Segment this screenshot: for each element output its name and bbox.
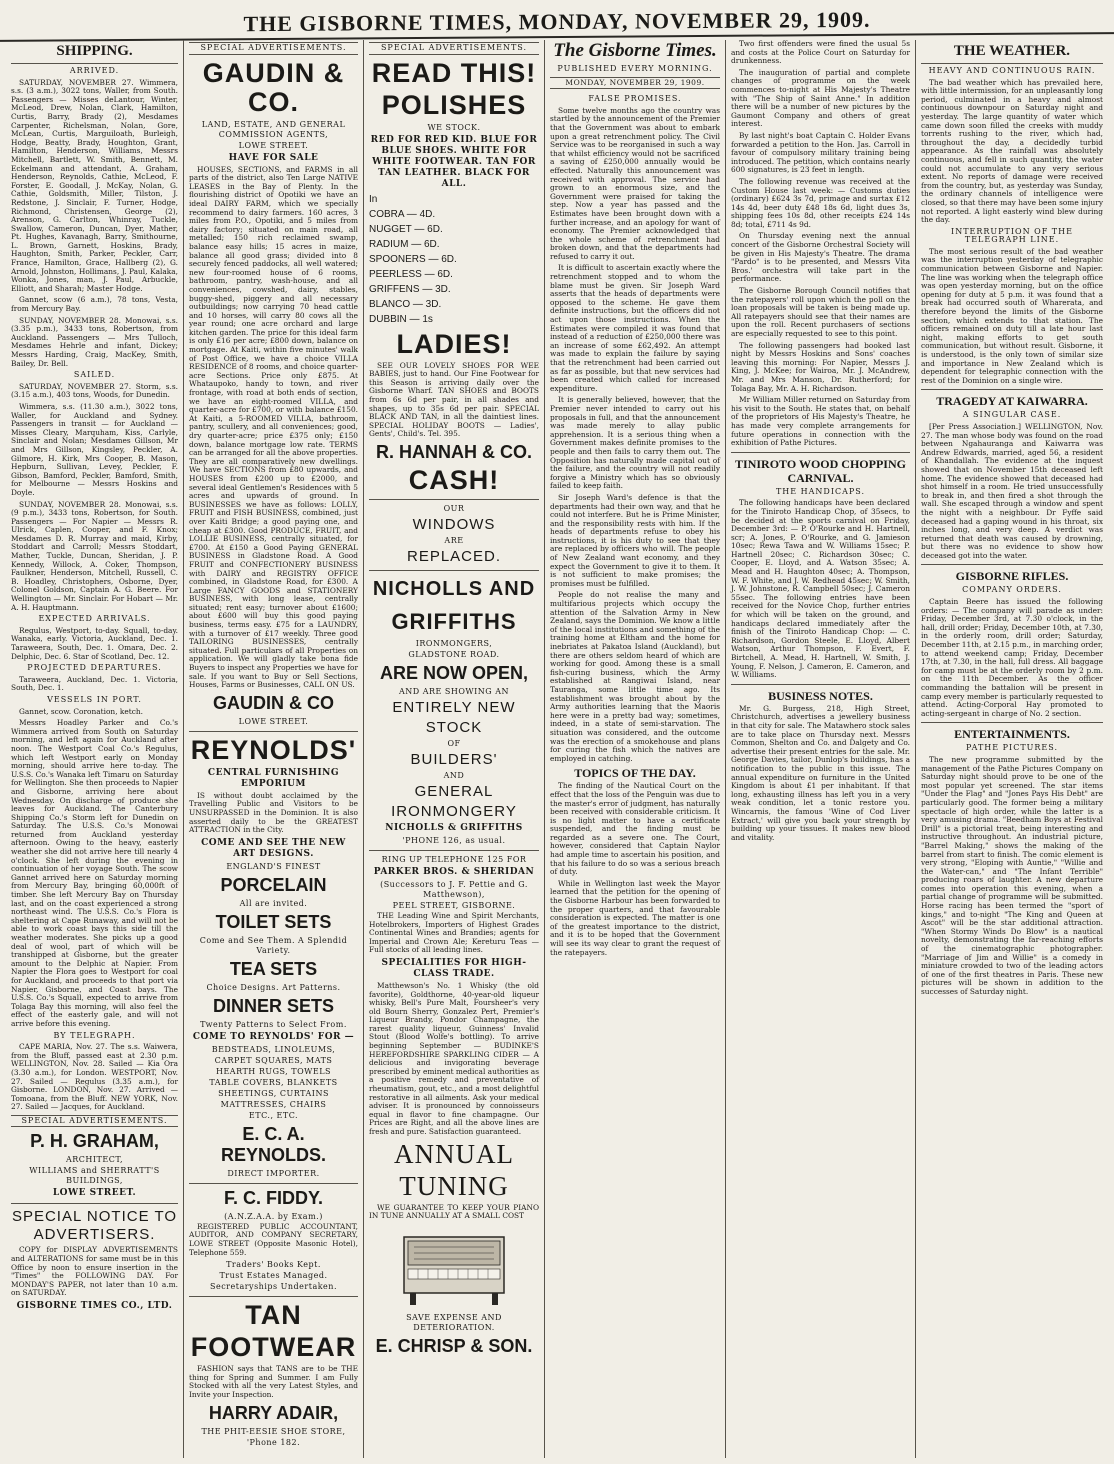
telegraph-title: BY TELEGRAPH. [53, 1030, 136, 1040]
toilet-sub: Come and See Them. A Splendid Variety. [199, 935, 348, 955]
polish-list-item: SPOONERS — 6D. [369, 253, 457, 265]
divider [921, 564, 1103, 565]
polishes-heading: POLISHES [381, 89, 527, 120]
reynolds-goods-4: TABLE COVERS, BLANKETS [209, 1077, 338, 1087]
projected-text: Taraweera, Auckland, Dec. 1. Victoria, South, Dec. 1. [11, 674, 178, 693]
fiddy-extra-2: Trust Estates Managed. [219, 1271, 328, 1281]
divider [921, 722, 1103, 723]
ladies-text: SEE OUR LOVELY SHOES FOR WEE BABIES, just to hand. Our Fine Footwear for this Season is arriving daily over the Gisborne Wharf. TAN SHOES and BOOTS from 6s 6d per pair, in all shades and shapes, up to 35s 6d per pair. SPECIAL BLACK AND TAN, in all the daintiest lines. SPECIAL HOLIDAY BOOTS — Ladies', Gents', Child's. Tel. 395. [369, 360, 539, 439]
expected-text: Regulus, Westport, to-day. Squall, to-day. Wanaka, early. Victoria, Auckland, Dec. 1. Taraweera, South, Dec. 1. Omara, Dec. 2. Delphic, Dec. 6. Star of Scotland, Dec. 12. [11, 625, 178, 661]
reynolds-text: IS without doubt acclaimed by the Travelling Public and Visitors to be UNSURPASSED in the Dominion. It is also asserted daily to be the GREATEST ATTRACTION in the City. [189, 790, 358, 835]
reynolds-come-to: COME TO REYNOLDS' FOR — [192, 1031, 355, 1042]
editorial-paragraph: It is generally believed, however, that the Premier never intended to carry out his proposals in full, and that the announcement was made merely to allay public apprehension. It is a serious thing when a Government makes definite promises to the people and then fails to carry them out. The Opposition has naturally made capital out of the failure, and the country will not readily forgive a Ministry which has so obviously failed to keep faith. [550, 395, 720, 491]
divider [731, 684, 910, 685]
windows-line-1: OUR [443, 503, 465, 513]
divider [369, 850, 539, 851]
divider [189, 1183, 358, 1184]
windows-line-3: ARE [444, 535, 464, 545]
in-port-title: VESSELS IN PORT. [47, 694, 142, 704]
arrived-text-3: SUNDAY, NOVEMBER 28. Monowai, s.s. (3.35 p.m.), 3433 tons, Robertson, from Auckland. Passengers — Mrs Tulloch, Mesdames Hehrle and infant, Dickey; Messrs Harding, Craig, MacKey, Smith, Bailey, Dr. Bell. [11, 315, 178, 368]
polish-list-item: BLANCO — 3D. [369, 298, 442, 310]
business-heading: BUSINESS NOTES. [768, 688, 873, 703]
divider [921, 389, 1103, 390]
nicholls-line-6: AND ARE SHOWING AN [398, 686, 510, 696]
editorial-date: MONDAY, NOVEMBER 29, 1909. [550, 77, 720, 90]
nicholls-line-3: IRONMONGERS, [415, 638, 493, 648]
polish-list-item: NUGGET — 6D. [369, 223, 443, 235]
piano-caption: SAVE EXPENSE AND DETERIORATION. [406, 1312, 502, 1332]
nicholls-line-14: NICHOLLS & GRIFFITHS [385, 822, 523, 833]
reynolds-goods-3: HEARTH RUGS, TOWELS [215, 1066, 332, 1076]
rifles-text: Captain Beere has issued the following orders: — The company will parade as under: Friday, December 3rd, at 7.30 o'clock, in the hall, drill order; Friday, December 10th, at 7.30, in the orderly room, drill order; Saturday, December 11th, at 2.15 p.m., in marching order, to attend weekend camp; Friday, December 17th, at 7.30, in the hall, full dress. All baggage for camp must be at the orderly room by 2 p.m. on the 11th December. As the officer commanding the battalion will be present in camp every member is particularly requested to attend. Acting-Corporal Hay promoted to acting-sergeant in charge of No. 2 section. [921, 597, 1103, 718]
entertainments-heading: ENTERTAINMENTS. [954, 727, 1070, 742]
sailed-text-2: Wimmera, s.s. (11.30 a.m.), 3022 tons, Waller, for Auckland and Sydney. Passengers in transit — for Auckland — Misses Cleary, Marquham, Kiss, Carlyle, Sinclair and Nolan; Mesdames Gillson, Mr and Mrs Gillson, Kingsley, Peckler, A. Gilmore, H. Kirk, Mrs Cooper, B. Mason, Hepburn, Sullivan, Levey, Peckler, F. Gibson, Bamford, Peckler, Bamford, Smith, for Melbourne — Messrs Hoskins and Doyle. [11, 401, 178, 497]
nicholls-line-10: BUILDERS' [410, 750, 498, 768]
polish-list-item: In [369, 193, 378, 205]
gaudin-name-footer: GAUDIN & CO [213, 692, 334, 713]
eca-reynolds-role: DIRECT IMPORTER. [227, 1168, 320, 1178]
column-ads-3 [364, 40, 545, 1458]
tiniroto-text: The following handicaps have been declared for the Tiniroto Handicap Chop, of 35secs, to be decided at the sports carnival on Friday, December 3rd: — P. O'Rourke and H. Hartnell, scr; A. Jones, P. O'Rourke, and G. Jamieson 10sec; Rewa Tawa and W. Williams 15sec; P. Hartnell 20sec; C. Richardson 30sec; C. Cooper, E. Lloyd, and A. Watson 35sec; A. Mead and H. Haughton 40sec; A. Thompson, W. F. White, and J. W. Redhead 45sec; W. Smith, J. W. Johnstone, R. Campbell 50sec; J. Cameron 55sec. The following entries have been received for the Novice Chop, further entries for which will be taken on the ground, and handicaps declared immediately after the finish of the Tiniroto Handicap Chop: — C. Richardson, Gordon Steele, E. Lloyd, Albert Watson, Arthur Thompson, F. Evert, F. Birtchell, A. Mead, H. Hartnell, W. Smith, J. Young, F. Nelson, J. Cameron, E. Cameron, and W. Williams. [731, 498, 910, 680]
reynolds-subtitle: CENTRAL FURNISHING EMPORIUM [207, 767, 340, 789]
divider [11, 1203, 178, 1204]
topics-paragraph: While in Wellington last week the Mayor learned that the petition for the opening of the Gisborne Harbour has been forwarded to the proper quarters, and that favourable consideration is expected. The matter is one of the greatest importance to the district, and it is to be hoped that the Government will see its way clear to grant the request of the ratepayers. [550, 878, 720, 957]
polish-list-item: COBRA — 4D. [369, 208, 436, 220]
gaudin-text: HOUSES, SECTIONS, and FARMS in all parts of the district, also Ten Large NATIVE LEASES in the Bay of Plenty. In the flourishing district of Opotiki we have an ideal DAIRY FARM, which we specially recommend to dairy farmers. 160 acres, 3 miles from P.O., Opotiki, and 5 miles from dairy factory; situated on main road, all metalled; 150 rich reclaimed swamp, balance easy hills; 15 acres in maize, balance all good grass; divided into 8 securely fenced paddocks, all well watered; new four-roomed house of 6 rooms, bathroom, pantry, wash-house, and all conveniences, cowshed, dairy, stables, buggy-shed, piggery and all necessary outbuildings; now carrying 70 head cattle and 10 horses, will carry 80 cows all the year round; one acre orchard and large kitchen garden. The price for this ideal farm is only £16 per acre; £800 down, balance on mortgage. At Kaiti, within five minutes' walk of Post Office, we have a choice VILLA RESIDENCE of 8 rooms, and choice quarter-acre Sections. Price only £875. At Whataupoko, handy to town, and river frontage, with road at both ends of section, we have an eight-roomed VILLA, and quarter-acre for £700, or with balance £150. At Kaiti, a 5-ROOMED VILLA, bathroom, pantry, scullery, and all conveniences; good, dry quarter-acre; price £375 only; £150 down, balance mortgage low rate. TERMS can be arranged for all the above properties. They are all comparatively new dwellings. We have SECTIONS from £80 upwards, and HOUSES from £200 up to £2000, and several ideal Gentlemen's Residences with 5 acres and upwards of ground. In BUSINESSES we have as follows: LOLLY, FRUIT and FISH BUSINESS, combined, just over Kaiti Bridge; a good paying one, and cheap at £300. Good PRODUCE, FRUIT, and LOLLIE BUSINESS, centrally situated, for £700. At £150 a Good Paying GENERAL BUSINESS in Gladstone Road. A Good FRUIT and CONFECTIONERY BUSINESS with DAIRY and REGISTRY OFFICE combined, in Gladstone Road, for £300. A Large FANCY GOODS and STATIONERY BUSINESS, with long lease, centrally situated; rent easy; turnover about £1600; about £600 will buy this good paying business, terms easy. £75 for a LAUNDRY, with a turnover of £17 weekly. Three good TAILORING BUSINESSES, centrally situated. Full particulars of all Properties on application. We will gladly take bona fide Buyers to inspect any Properties we have for sale. If you want to Buy or Sell Sections, Houses, Farms or Businesses, CALL ON US. [189, 164, 358, 690]
sailed-text-1: SATURDAY, NOVEMBER 27. Storm, s.s. (3.15 a.m.), 403 tons, Woods, for Dunedin. [11, 381, 178, 400]
polish-lines: RED FOR RED KID. BLUE FOR BLUE SHOES. WHITE FOR WHITE FOOTWEAR. TAN FOR TAN LEATHER. BLACK FOR ALL. [370, 134, 538, 189]
parker-text: THE Leading Wine and Spirit Merchants, Hotelbrokers, Importers of Highest Grades Continental Wines and Brandies; agents for Imperial and Crown Ale; Kereturu Teas — Full stocks of all leading lines. [369, 910, 539, 955]
parker-address: PEEL STREET, GISBORNE. [392, 900, 516, 910]
notice-text: COPY for DISPLAY ADVERTISEMENTS and ALTERATIONS for same must be in this Office by noon to ensure insertion in the "Times" the FOLLOWING DAY. For MONDAY'S PAPER, not later than 10 a.m. on SATURDAY. [11, 1245, 178, 1298]
fiddy-extra-3: Secretaryships Undertaken. [209, 1282, 337, 1292]
graham-address-1: WILLIAMS and SHERRATT'S BUILDINGS, [29, 1166, 160, 1186]
fiddy-qualification: (A.N.Z.A.A. by Exam.) [224, 1211, 323, 1221]
kaiwarra-text: [Per Press Association.] WELLINGTON, Nov. 27. The man whose body was found on the road between Ngahauranga and Kaiwarra was Andrew Edwards, married, aged 56, a resident of Khandallah. The evidence at the inquest showed that on November 15th deceased left home. The evidence showed that deceased had shot himself in a room. He tried unsuccessfully to break in, and then fired a shot through the wall. She escaped through a window and spent the night with a neighbour. Dr Fyffe said deceased had a gaping wound in his throat, six inches long, and very deep. A verdict was returned that death was caused by drowning, but there was no evidence to show how deceased got into the water. [921, 421, 1103, 560]
polish-list-item: GRIFFENS — 3D. [369, 283, 451, 295]
entertainments-subheading: PATHE PICTURES. [965, 743, 1059, 753]
we-stock: WE STOCK. [427, 122, 481, 132]
column-editorial [545, 40, 726, 1458]
harry-adair-sub: THE PHIT-EESIE SHOE STORE, [201, 1426, 346, 1436]
weather-subheading: HEAVY AND CONTINUOUS RAIN. [928, 66, 1096, 75]
nicholls-line-7: ENTIRELY NEW [392, 698, 516, 716]
business-text: Mr. G. Burgess, 218, High Street, Christchurch, advertises a jewellery business in that city for sale. The Matawhero stock sales are to take place on Thursday next. Messrs Common, Shelton and Co. and Dalgety and Co. advertise their present entries for the sale. Mr. George Davies, tailor, Dunlop's buildings, has a notification to the public in this issue. The annual expenditure on furniture in the United Kingdom is about £1 per inhabitant. If that long, exhausting illness has left you in a very weak condition, let a tonic restore you. Wincarnis, the famous 'Wine of Cod Liver Extract,' will give you back your strength by building up your tissues. It makes new blood and vitality. [731, 703, 910, 842]
interruption-heading: INTERRUPTION OF THE TELEGRAPH LINE. [951, 226, 1073, 245]
parker-specialities: SPECIALITIES FOR HIGH-CLASS TRADE. [381, 957, 527, 979]
special-ads-header: SPECIAL ADVERTISEMENTS. [189, 42, 358, 55]
divider [731, 452, 910, 453]
reynolds-goods-2: CARPET SQUARES, MATS [214, 1055, 333, 1065]
interruption-text: The most serious result of the bad weather was the interruption yesterday of telegraphic communication between Gisborne and Napier. The line was working when the telegraph office was open yesterday morning, but on the office opening for duty at 5 p.m. it was found that a break had occurred south of Wharerata, and therefore beyond the limits of the Gisborne section, which extends to that station. The officers remained on duty till a late hour last night, making efforts to get south communication, but without result. Gisborne, it is understood, is the only town of similar size and importance in New Zealand which is dependent for telegraphic connection with the rest of the Dominion on a single wire. [921, 246, 1103, 385]
tea-sub: Choice Designs. Art Patterns. [206, 982, 341, 992]
published-line: PUBLISHED EVERY MORNING. [557, 64, 713, 73]
rifles-heading: GISBORNE RIFLES. [955, 569, 1069, 584]
in-port-text: Gannet, scow. Coronation, ketch. [19, 706, 143, 716]
harry-adair-phone: 'Phone 182. [246, 1437, 301, 1447]
reynolds-name: REYNOLDS' [190, 734, 357, 765]
shipping-notes: Messrs Hoadley Parker and Co.'s Wimmera arrived from South on Saturday morning, and left again for Auckland after noon. The Westport Coal Co.'s Regulus, which left Westport early on Monday morning, should arrive here to-day. The U.S.S. Co.'s Wanaka left Timaru on Saturday for Wellington. She then proceeds to Napier and Gisborne, arriving here about Wednesday. On discharge of produce she leaves for Auckland. The Canterbury Shipping Co.'s Storm left for Dunedin on Saturday. The U.S.S. Co.'s Monowai returned from Auckland yesterday afternoon. Owing to the heavy, easterly weather she did not arrive here till nearly 4 o'clock. She left during the evening in continuation of her voyage South. The scow Gannet arrived here on Saturday morning from Mercury Bay, bringing 60,000ft of timber. She left Mercury Bay on Thursday last, and on the coast experienced a strong northeast wind. The U.S.S. Co.'s Flora is sheltering at Cape Runaway, and will not be able to work coast bays this side till the weather moderates. She picks up a good deal of wool, part of which will be transhipped at Gisborne, but the greater amount to the Delphic at Napier. From Napier the Flora goes to Westport for coal for Auckland, and proceeds to that port via Napier, Gisborne, and Coast bays. The U.S.S. Co.'s Squall, expected to arrive from Tolaga Bay this morning, will also feel the effect of the easterly gale, and will not arrive before this evening. [11, 718, 178, 1028]
graham-address-2: LOWE STREET. [52, 1188, 137, 1199]
porcelain-heading: PORCELAIN [220, 874, 327, 895]
entertainments-text: The new programme submitted by the management of the Pathe Pictures Company on Saturday night should prove to be one of the most popular yet screened. The star items "Under the Flag" and "Jones Pays His Debt" are particularly good. The former being a military spectacle of high order, while the latter is a very amusing drama. "Beedham Boys at Festival Drill" is a pictorial treat, being interesting and instructive throughout. An industrial picture, "Barrel Making," shows the making of the barrel from start to finish. The comic element is very strong, "Eloping with Auntie," "Willie and the Water-can," and "The Infant Terrible" producing roars of laughter. A new departure comes into operation this evening, when a partial change of programme will be submitted. Horse racing has been termed the "sport of kings," and to-night "The King and Queen at Ascot" will be the star additional attraction. "When Stormy Winds Do Blow" is a nautical novelty, demonstrating the far-reaching efforts of the cinematographic photographer. "Marriage of Jim and Willie" is a comedy in miniature crowded to two of the leading actors of one of the first theatres in Paris. These new pictures will be shown in addition to the successes of Saturday night. [921, 754, 1103, 996]
nicholls-line-15: 'PHONE 126, as usual. [402, 835, 506, 845]
fiddy-extra-1: Traders' Books Kept. [226, 1260, 321, 1270]
hannah-name: R. HANNAH & CO. [376, 441, 532, 462]
nicholls-line-2: GRIFFITHS [391, 608, 517, 634]
divider [369, 499, 539, 500]
fiddy-name: F. C. FIDDY. [223, 1187, 323, 1208]
piano-illustration [394, 1227, 514, 1307]
special-ads-title: SPECIAL ADVERTISEMENTS. [11, 1115, 178, 1128]
column-news [726, 40, 916, 1458]
ladies-heading: LADIES! [396, 328, 512, 359]
weather-heading: THE WEATHER. [921, 43, 1103, 64]
editorial-heading: FALSE PROMISES. [588, 94, 682, 104]
rifles-subheading: COMPANY ORDERS. [962, 585, 1062, 595]
reynolds-finest: ENGLAND'S FINEST [226, 861, 321, 871]
windows-line-4: REPLACED. [406, 547, 502, 565]
polish-list [369, 192, 539, 327]
divider [189, 1296, 358, 1297]
column-gaudin-reynolds [184, 40, 364, 1458]
gaudin-subtitle: LAND, ESTATE, AND GENERAL COMMISSION AGENTS, [201, 119, 346, 139]
gaudin-address: LOWE STREET. [238, 140, 309, 150]
news-paragraph: The inauguration of partial and complete changes of programme on the week commences to-night at His Majesty's Theatre with "The Ship of Saint Anne." In addition there will be a number of new pictures by the Gaumont Company and others of great interest. [731, 67, 910, 129]
news-paragraph: By last night's boat Captain C. Holder Evans forwarded a petition to the Hon. Jas. Carroll in favour of compulsory military training being introduced. The petition, which contains nearly 600 signatures, is 23 feet in length. [731, 130, 910, 175]
news-paragraph: The following passengers had booked last night by Messrs Hoskins and Sons' coaches leaving this morning: For Napier, Messrs J. King, J. McKee; for Wairoa, Mr. J. McAndrew, Mr. and Mrs Manson, Dr. Rutherford; for Tolaga Bay, Mr. A. H. Richardson. [731, 340, 910, 393]
editorial-paragraph: People do not realise the many and multifarious projects which occupy the attention of the Salvation Army in New Zealand, says the Dominion. We know a little of the local institutions and something of the training home at Eltham and the home for inebriates at Pakatoa Island (Auckland), but there are others seldom heard of which are working for good. Among these is a small fish-curing business, which the Army established at Rangiwai Island, near Tauranga, some little time ago. Its establishment was brought about by the Army authorities learning that the Maoris here were in a pretty bad way; sometimes, indeed, in a state of semi-starvation. The situation was considered, and the outcome was the erection of a smokehouse and plans for curing the fish which the natives are employed in catching. [550, 590, 720, 763]
polish-list-item: RADIUM — 6D. [369, 238, 440, 250]
polish-list-item: PEERLESS — 6D. [369, 268, 453, 280]
reynolds-goods-6: MATTRESSES, CHAIRS [220, 1099, 327, 1109]
notice-title: SPECIAL NOTICE TO ADVERTISERS. [11, 1208, 178, 1244]
gaudin-address-footer: LOWE STREET. [238, 716, 309, 726]
toilet-heading: TOILET SETS [215, 911, 332, 932]
nicholls-line-12: GENERAL [414, 782, 494, 800]
harry-adair-name: HARRY ADAIR, [208, 1402, 339, 1423]
tuning-text: WE GUARANTEE TO KEEP YOUR PIANO IN TUNE ANNUALLY AT A SMALL COST [369, 1202, 539, 1221]
masthead: THE GISBORNE TIMES, MONDAY, NOVEMBER 29, 1909. [0, 0, 1114, 42]
chrisp-name: E. CHRISP & SON. [375, 1335, 533, 1356]
shipping-title: SHIPPING. [11, 43, 178, 64]
nicholls-line-1: NICHOLLS AND [372, 577, 536, 600]
weather-text: The bad weather which has prevailed here, with little intermission, for an unpleasantly long period, culminated in a heavy and almost continuous downpour on Saturday night and yesterday. The large quantity of water which came down soon filled the creeks with muddy torrents rushing to the river, which had, throughout the day, a decidedly turbid appearance. As the rainfall was absolutely continuous, and fell in such quantity, the water could not accumulate to any very serious extent. No reports of damage were received from the country, but, as yesterday was Sunday, the ordinary channels of intelligence were closed, so that there may have been some injury not reported. A light easterly wind blew during the day. [921, 77, 1103, 225]
divider [369, 570, 539, 571]
nicholls-line-11: AND [443, 770, 465, 780]
fiddy-text: REGISTERED PUBLIC ACCOUNTANT, AUDITOR, AND COMPANY SECRETARY, LOWE STREET (Opposite Masonic Hotel), Telephone 559. [189, 1221, 358, 1257]
telegraph-text: CAPE MARIA, Nov. 27. The s.s. Waiwera, from the Bluff, passed east at 2.30 p.m. WELLINGTON, Nov. 28. Sailed — Kia Ora (3.30 a.m.), for London. WESTPORT, Nov. 27. Sailed — Regulus (3.35 a.m.), for Gisborne. LONDON, Nov. 27. Arrived — Tomoana, from the Bluff. NEW YORK, Nov. 27. Sailed — Jacques, for Auckland. [11, 1042, 178, 1112]
paper-title: The Gisborne Times. [553, 40, 717, 61]
dinner-sub: Twenty Patterns to Select From. [200, 1019, 347, 1029]
news-paragraph: Two first offenders were fined the usual 5s and costs at the Police Court on Saturday for drunkenness. [731, 40, 910, 66]
columns [6, 40, 1108, 1458]
gaudin-name: GAUDIN & CO. [202, 57, 345, 117]
column-shipping [6, 40, 184, 1458]
tiniroto-heading: TINIROTO WOOD CHOPPING CARNIVAL. [735, 456, 906, 485]
arrived-title: ARRIVED. [69, 66, 120, 75]
topics-paragraph: The finding of the Nautical Court on the effect that the loss of the Penguin was due to the master's error of judgment, has naturally been received with considerable criticism. It is no light matter to have a certificate suspended, and the finding must be regarded as a severe one. The Court, however, considered that Captain Naylor had ample time to ascertain his position, and that his failure to do so was a serious breach of duty. [550, 781, 720, 877]
sailed-text-3: SUNDAY, NOVEMBER 28. Monowai, s.s. (9 p.m.), 3433 tons, Robertson, for South. Passengers — For Napier — Messrs R. Ulrick, Caplen, Cooper, and F. Knox; Mesdames D. R. Murray and maid, Kirby, Stoddart and Carroll; Messrs Stoddart, Mather, Tuckle, Duncan, Sheridan, J. P. Kennedy, Willock, A. Coker, Thompson, Faulkner, Henderson, Mitchell, Russell, C. B. Hoadley, Christophers, Osborne, Dyer, Colonel Goldson, Captain A. G. Beere. For Wellington — Mr. Sinclair. For Hobart — Mr. A. H. Hauptmann. [11, 499, 178, 612]
notice-footer: GISBORNE TIMES CO., LTD. [16, 1301, 173, 1312]
graham-role: ARCHITECT, [65, 1155, 124, 1165]
reynolds-goods-7: ETC., ETC. [248, 1110, 299, 1120]
kaiwarra-heading: TRAGEDY AT KAIWARRA. [936, 394, 1088, 409]
porcelain-sub: All are invited. [239, 898, 308, 908]
editorial-paragraph: It is difficult to ascertain exactly where the retrenchment stopped and to whom the blame must be given. Sir Joseph Ward asserts that the heads of departments were opposed to the scheme. He gave them definite instructions, but the officers did not act upon those instructions. When the Estimates were compiled it was found that instead of a reduction of £250,000 there was an increase of some £62,492. An attempt was made to explain the failure by saying that the retrenchment had been carried out as far as possible, but that new services had been created which called for increased expenditure. [550, 263, 720, 393]
nicholls-line-8: STOCK [425, 718, 483, 736]
tan-text: FASHION says that TANS are to be THE thing for Spring and Summer. I am Fully Stocked with all the very Latest Styles, and Invite your Inspection. [189, 1364, 358, 1399]
sailed-title: SAILED. [73, 370, 116, 380]
tan-heading: TAN [245, 1300, 302, 1331]
news-paragraph: On Thursday evening next the annual concert of the Gisborne Orchestral Society will be given in His Majesty's Theatre. The drama "Pardo" is to be presented, and Messrs Vita Bros.' orchestra will take part in the performance. [731, 231, 910, 284]
special-ads-header-3: SPECIAL ADVERTISEMENTS. [369, 42, 539, 55]
column-weather [916, 40, 1108, 1458]
tiniroto-subheading: THE HANDICAPS. [775, 486, 866, 496]
read-this-heading: READ THIS! [371, 57, 537, 88]
kaiwarra-subheading: A SINGULAR CASE. [962, 410, 1062, 420]
reynolds-goods-5: SHEETINGS, CURTAINS [218, 1088, 329, 1098]
news-paragraph: The Gisborne Borough Council notifies that the ratepayers' roll upon which the poll on the loan proposals will be taken is being made up. All ratepayers should see that their names are upon the roll. Recent purchasers of sections are especially requested to see to this point. [731, 286, 910, 338]
arrived-text-2: Gannet, scow (6 a.m.), 78 tons, Vesta, from Mercury Bay. [11, 295, 178, 314]
hannah-cash: CASH! [408, 464, 500, 495]
dinner-heading: DINNER SETS [212, 995, 335, 1016]
annual-heading: ANNUAL [394, 1138, 514, 1169]
nicholls-line-4: GLADSTONE ROAD. [408, 649, 500, 659]
divider [189, 731, 358, 732]
ring-up: RING UP TELEPHONE 125 FOR [381, 854, 527, 864]
editorial-paragraph: Sir Joseph Ward's defence is that the departments had their own way, and that he could not interfere. But he is Prime Minister, and the responsibility rests with him. If the heads of departments refuse to obey his instructions, it is his duty to see that they are replaced by officers who will. The people of New Zealand want economy, and they expect the Government to give it to them. It is not sufficient to make promises; the promises must be fulfilled. [550, 492, 720, 588]
parker-text-2: Matthewson's No. 1 Whisky (the old favorite), Goldthorne, 40-year-old liqueur whisky, Bell's Pure Malt, Foursheer's very old Bourn Sherry, Gonzalez Pert, Premier's Liqueur Brandy, Pondor Champagne, the rarest quality liqueur, Guinness' Invalid Stout (Blood Wolfe's bottling). To arrive beginning September — BUDINKE'S HEREFORDSHIRE SPARKLING CIDER — A delicious and invigorating beverage prescribed by eminent medical authorities as a positive remedy and preventative of rheumatism, gout, etc., and a most delightful restorative in all ailments. Ask your medical adviser. It is pronounced by connoisseurs equal in flavor to fine champagne. Our Prices are Right, and all the above lines are fresh and pure. Satisfaction guaranteed. [369, 980, 539, 1136]
parker-sub: (Successors to J. F. Pettie and G. Matthewson), [380, 879, 528, 899]
windows-line-2: WINDOWS [412, 515, 496, 533]
polish-list-item: DUBBIN — 1s [369, 313, 433, 325]
nicholls-line-13: IRONMONGERY [391, 802, 517, 820]
tuning-heading: TUNING [399, 1170, 509, 1201]
nicholls-line-5: ARE NOW OPEN, [379, 662, 528, 683]
parker-name: PARKER BROS. & SHERIDAN [373, 866, 535, 877]
arrived-text-1: SATURDAY, NOVEMBER 27. Wimmera, s.s. (3 a.m.), 3022 tons, Waller, from South. Passengers — Misses deLantour, Winter, McLeod, Drew, Nolan, Clark, Hamilton, Curtis, Barry, Brady (2), Mesdames Carpenter, Richelsman, Nolan, Gore, McLean, Curtis, Marguiloath, Burleigh, Hodge, Beatty, Brady, Houghton, Grant, Hamilton, Henderson, Williams, Messrs Mitchell, Bartlett, W. Smith, Bennett, M. Eckelmann and attendant, A. Graham, Henderson, Reynolds, Cathie, McLeod, F. Forster, E. Goodall, J. McKay, Nolan, G. Cathie, Goldsmith, Miller, Tilston, J. Redstone, J. Sinclair, F. Turner, Hodge, Richmond, Christensen, George (2), Arenson, G. Carlton, Whinray, Tuckle, Swallow, Cameron, Duncan, Dyer, Mather, Pt. Hughes, Kavanagh, Barry, Smithourne, L. Brown, Garnett, Hoskins, Brady, Haughton, Smith, Parker, Peckler, Carr, France, Hamilton, Grace, Hallberg (2), G. Arnold, Johnston, Hollimans, J. Paul, Kalaka, Wonka, Jones, man, J. Paul, Arbuckle, Elliott, and Sharah; Master Hodge. [11, 77, 178, 293]
nicholls-line-9: OF [447, 738, 461, 748]
footwear-heading: FOOTWEAR [190, 1332, 357, 1363]
reynolds-goods-1: BEDSTEADS, LINOLEUMS, [211, 1044, 336, 1054]
graham-name: P. H. GRAHAM, [30, 1131, 159, 1152]
eca-reynolds-name: E. C. A. REYNOLDS. [220, 1123, 326, 1165]
editorial-paragraph: Some twelve months ago the country was startled by the announcement of the Premier that the Government was about to embark upon a great retrenchment policy. The Civil Service was to be reorganised in such a way that whilst efficiency would not be sacrificed a saving of £250,000 annually would be effected. Naturally this announcement was received with approval. The service had grown to an enormous size, and the Government were praised for taking the step. Now a year has passed and the Estimates have been brought down with a further increase, and an apology for want of economy. The Premier acknowledged that the whole scheme of retrenchment had broken down, and that the departments had refused to carry it out. [550, 105, 720, 261]
gaudin-sale: HAVE FOR SALE [228, 152, 319, 163]
projected-title: PROJECTED DEPARTURES. [27, 663, 162, 673]
topics-heading: TOPICS OF THE DAY. [574, 766, 696, 781]
expected-title: EXPECTED ARRIVALS. [38, 614, 151, 624]
news-paragraph: Mr William Miller returned on Saturday from his visit to the South. He states that, on behalf of the proprietors of His Majesty's Theatre, he has made very complete arrangements for future operations in connection with the exhibition of Pathe Pictures. [731, 395, 910, 448]
reynolds-invite: COME AND SEE THE NEW ART DESIGNS. [201, 837, 346, 859]
tea-heading: TEA SETS [229, 958, 318, 979]
news-paragraph: The following revenue was received at the Custom House last week: — Customs duties (ordinary) £624 3s 7d, primage and surtax £12 14s 4d, beer duty £48 18s 6d, light dues 3s, shipping fees 10s 8d, other receipts £24 14s 8d; total, £711 4s 9d. [731, 176, 910, 229]
